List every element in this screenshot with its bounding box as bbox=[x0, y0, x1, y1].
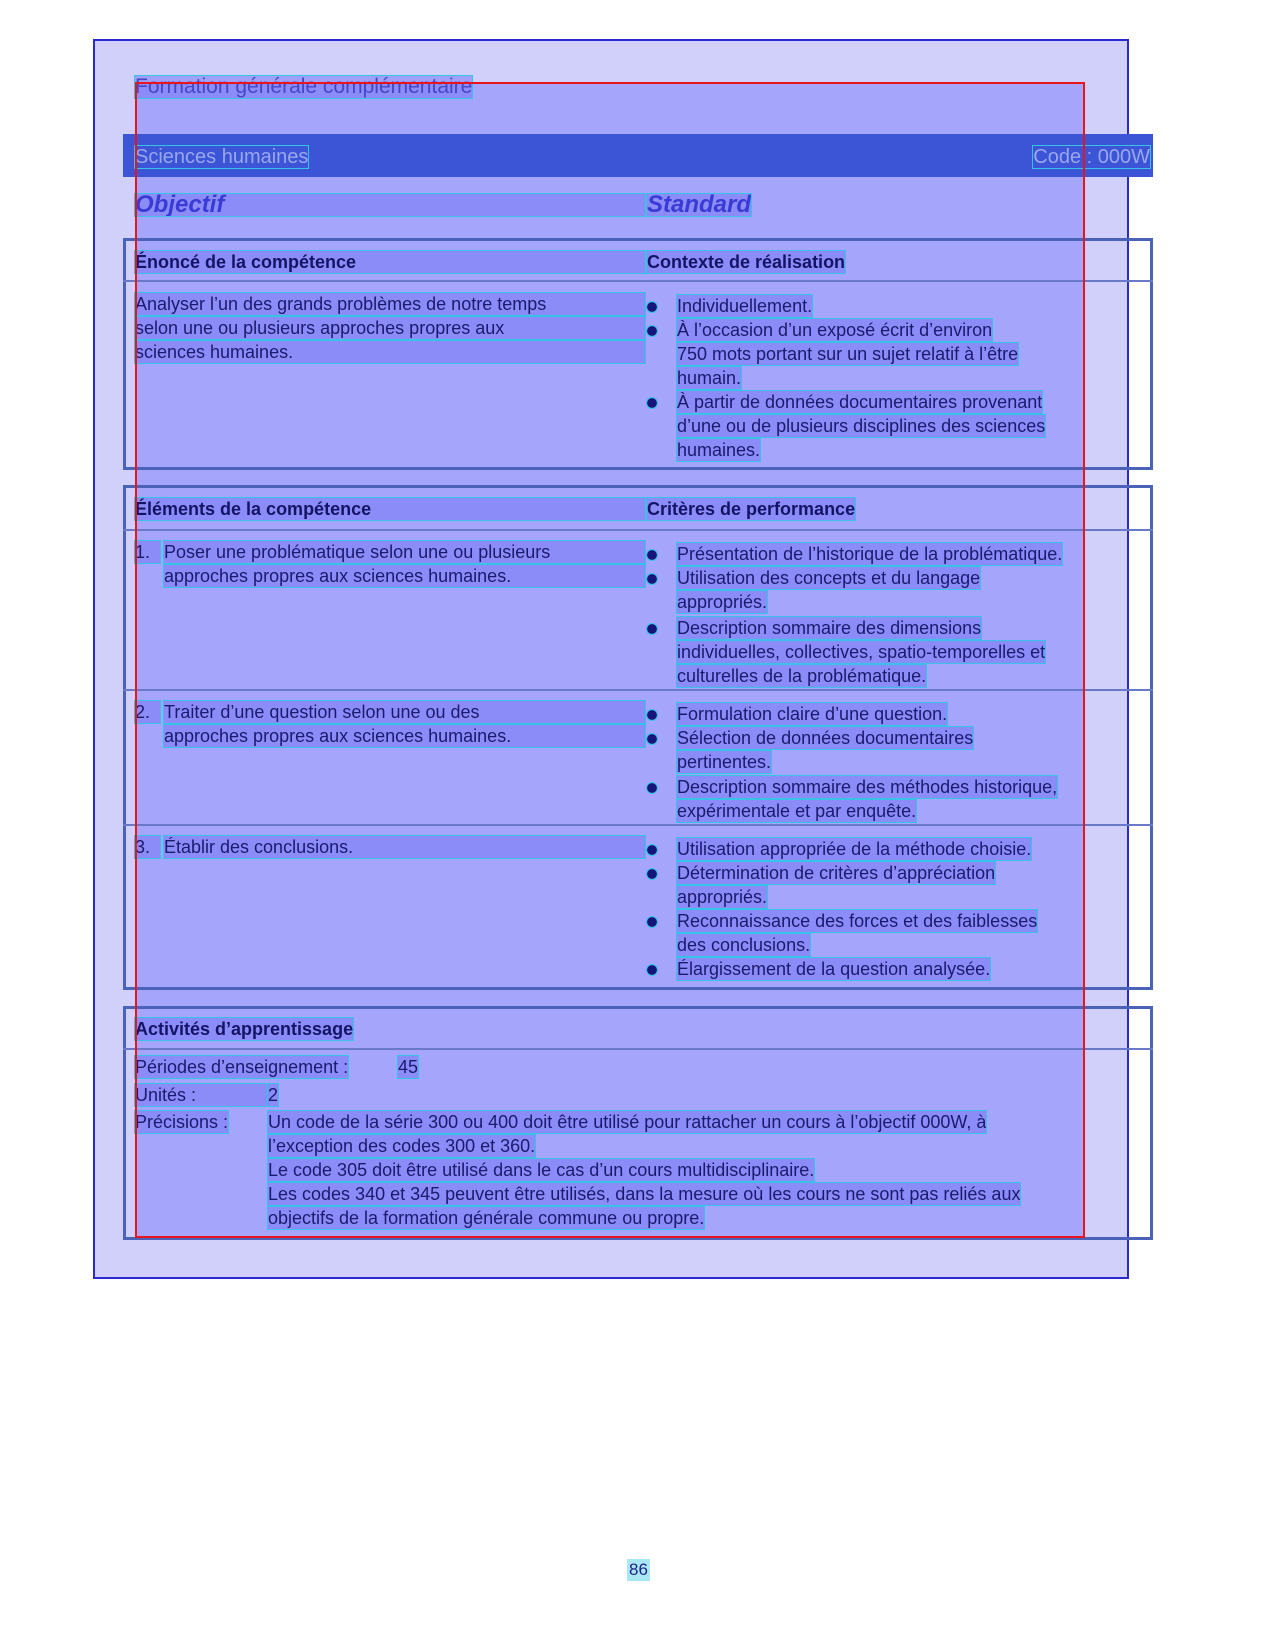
critere-line: Description sommaire des dimensions bbox=[677, 618, 982, 638]
contexte-bullet: À l’occasion d’un exposé écrit d’environ bbox=[677, 320, 993, 340]
bullet-icon bbox=[647, 398, 657, 408]
enonce-heading: Énoncé de la compétence bbox=[135, 251, 645, 273]
bullet-icon bbox=[647, 624, 657, 634]
precisions-line: objectifs de la formation générale commune ou propre. bbox=[268, 1208, 705, 1228]
bullet-icon bbox=[647, 917, 657, 927]
contexte-bullet: À partir de données documentaires provenant bbox=[677, 392, 1043, 412]
supertitle: Formation générale complémentaire bbox=[135, 75, 473, 98]
bullet-icon bbox=[647, 783, 657, 793]
element-number: 1. bbox=[135, 541, 160, 563]
critere-line: Détermination de critères d’appréciation bbox=[677, 863, 996, 883]
divider bbox=[123, 689, 1153, 691]
bullet-icon bbox=[647, 302, 657, 312]
element-number: 2. bbox=[135, 701, 160, 723]
critere-line: appropriés. bbox=[677, 592, 768, 612]
enonce-line: sciences humaines. bbox=[135, 341, 645, 363]
critere-line: Élargissement de la question analysée. bbox=[677, 959, 991, 979]
divider bbox=[123, 529, 1153, 531]
bullet-icon bbox=[647, 326, 657, 336]
critere-line: expérimentale et par enquête. bbox=[677, 801, 917, 821]
bullet-icon bbox=[647, 550, 657, 560]
precisions-line: Les codes 340 et 345 peuvent être utilisés, dans la mesure où les cours ne sont pas reliés aux bbox=[268, 1184, 1021, 1204]
precisions-label: Précisions : bbox=[135, 1112, 229, 1132]
bullet-icon bbox=[647, 845, 657, 855]
precisions-line: Le code 305 doit être utilisé dans le cas d’un cours multidisciplinaire. bbox=[268, 1160, 815, 1180]
page-number: 86 bbox=[629, 1560, 648, 1579]
precisions-line: l’exception des codes 300 et 360. bbox=[268, 1136, 536, 1156]
element-line: approches propres aux sciences humaines. bbox=[164, 725, 645, 747]
periodes-value: 45 bbox=[398, 1057, 419, 1077]
divider bbox=[123, 824, 1153, 826]
critere-line: pertinentes. bbox=[677, 752, 772, 772]
critere-line: Sélection de données documentaires bbox=[677, 728, 974, 748]
bullet-icon bbox=[647, 965, 657, 975]
periodes-label: Périodes d’enseignement : bbox=[135, 1057, 349, 1077]
element-line: approches propres aux sciences humaines. bbox=[164, 565, 645, 587]
discipline-title: Sciences humaines bbox=[135, 146, 309, 168]
element-line: Traiter d’une question selon une ou des bbox=[164, 701, 645, 723]
element-line: Établir des conclusions. bbox=[164, 836, 645, 858]
contexte-bullet: Individuellement. bbox=[677, 296, 813, 316]
objectif-label: Objectif bbox=[135, 194, 645, 216]
unites-label: Unités : bbox=[135, 1084, 268, 1106]
divider bbox=[123, 1048, 1153, 1050]
activites-heading: Activités d’apprentissage bbox=[135, 1019, 354, 1039]
element-line: Poser une problématique selon une ou plusieurs bbox=[164, 541, 645, 563]
bullet-icon bbox=[647, 574, 657, 584]
standard-label: Standard bbox=[647, 191, 752, 218]
critere-line: Reconnaissance des forces et des faiblesses bbox=[677, 911, 1038, 931]
divider bbox=[123, 280, 1153, 282]
critere-line: Description sommaire des méthodes historique, bbox=[677, 777, 1058, 797]
contexte-bullet: 750 mots portant sur un sujet relatif à l’être bbox=[677, 344, 1019, 364]
bullet-icon bbox=[647, 734, 657, 744]
bullet-icon bbox=[647, 869, 657, 879]
critere-line: individuelles, collectives, spatio-temporelles et bbox=[677, 642, 1046, 662]
criteres-heading: Critères de performance bbox=[647, 499, 856, 519]
critere-line: Utilisation des concepts et du langage bbox=[677, 568, 981, 588]
code-label: Code : 000W bbox=[1033, 146, 1150, 168]
enonce-line: selon une ou plusieurs approches propres aux bbox=[135, 317, 645, 339]
critere-line: Formulation claire d’une question. bbox=[677, 704, 948, 724]
critere-line: Présentation de l’historique de la problématique. bbox=[677, 544, 1063, 564]
precisions-line: Un code de la série 300 ou 400 doit être utilisé pour rattacher un cours à l’objectif 000W, à bbox=[268, 1112, 987, 1132]
contexte-bullet: d’une ou de plusieurs disciplines des sciences bbox=[677, 416, 1046, 436]
contexte-heading: Contexte de réalisation bbox=[647, 252, 846, 272]
bullet-icon bbox=[647, 710, 657, 720]
critere-line: des conclusions. bbox=[677, 935, 811, 955]
enonce-line: Analyser l’un des grands problèmes de notre temps bbox=[135, 293, 645, 315]
critere-line: culturelles de la problématique. bbox=[677, 666, 927, 686]
critere-line: Utilisation appropriée de la méthode choisie. bbox=[677, 839, 1032, 859]
contexte-bullet: humaines. bbox=[677, 440, 761, 460]
contexte-bullet: humain. bbox=[677, 368, 742, 388]
critere-line: appropriés. bbox=[677, 887, 768, 907]
element-number: 3. bbox=[135, 836, 160, 858]
elements-heading: Éléments de la compétence bbox=[135, 498, 645, 520]
unites-value: 2 bbox=[268, 1085, 279, 1105]
